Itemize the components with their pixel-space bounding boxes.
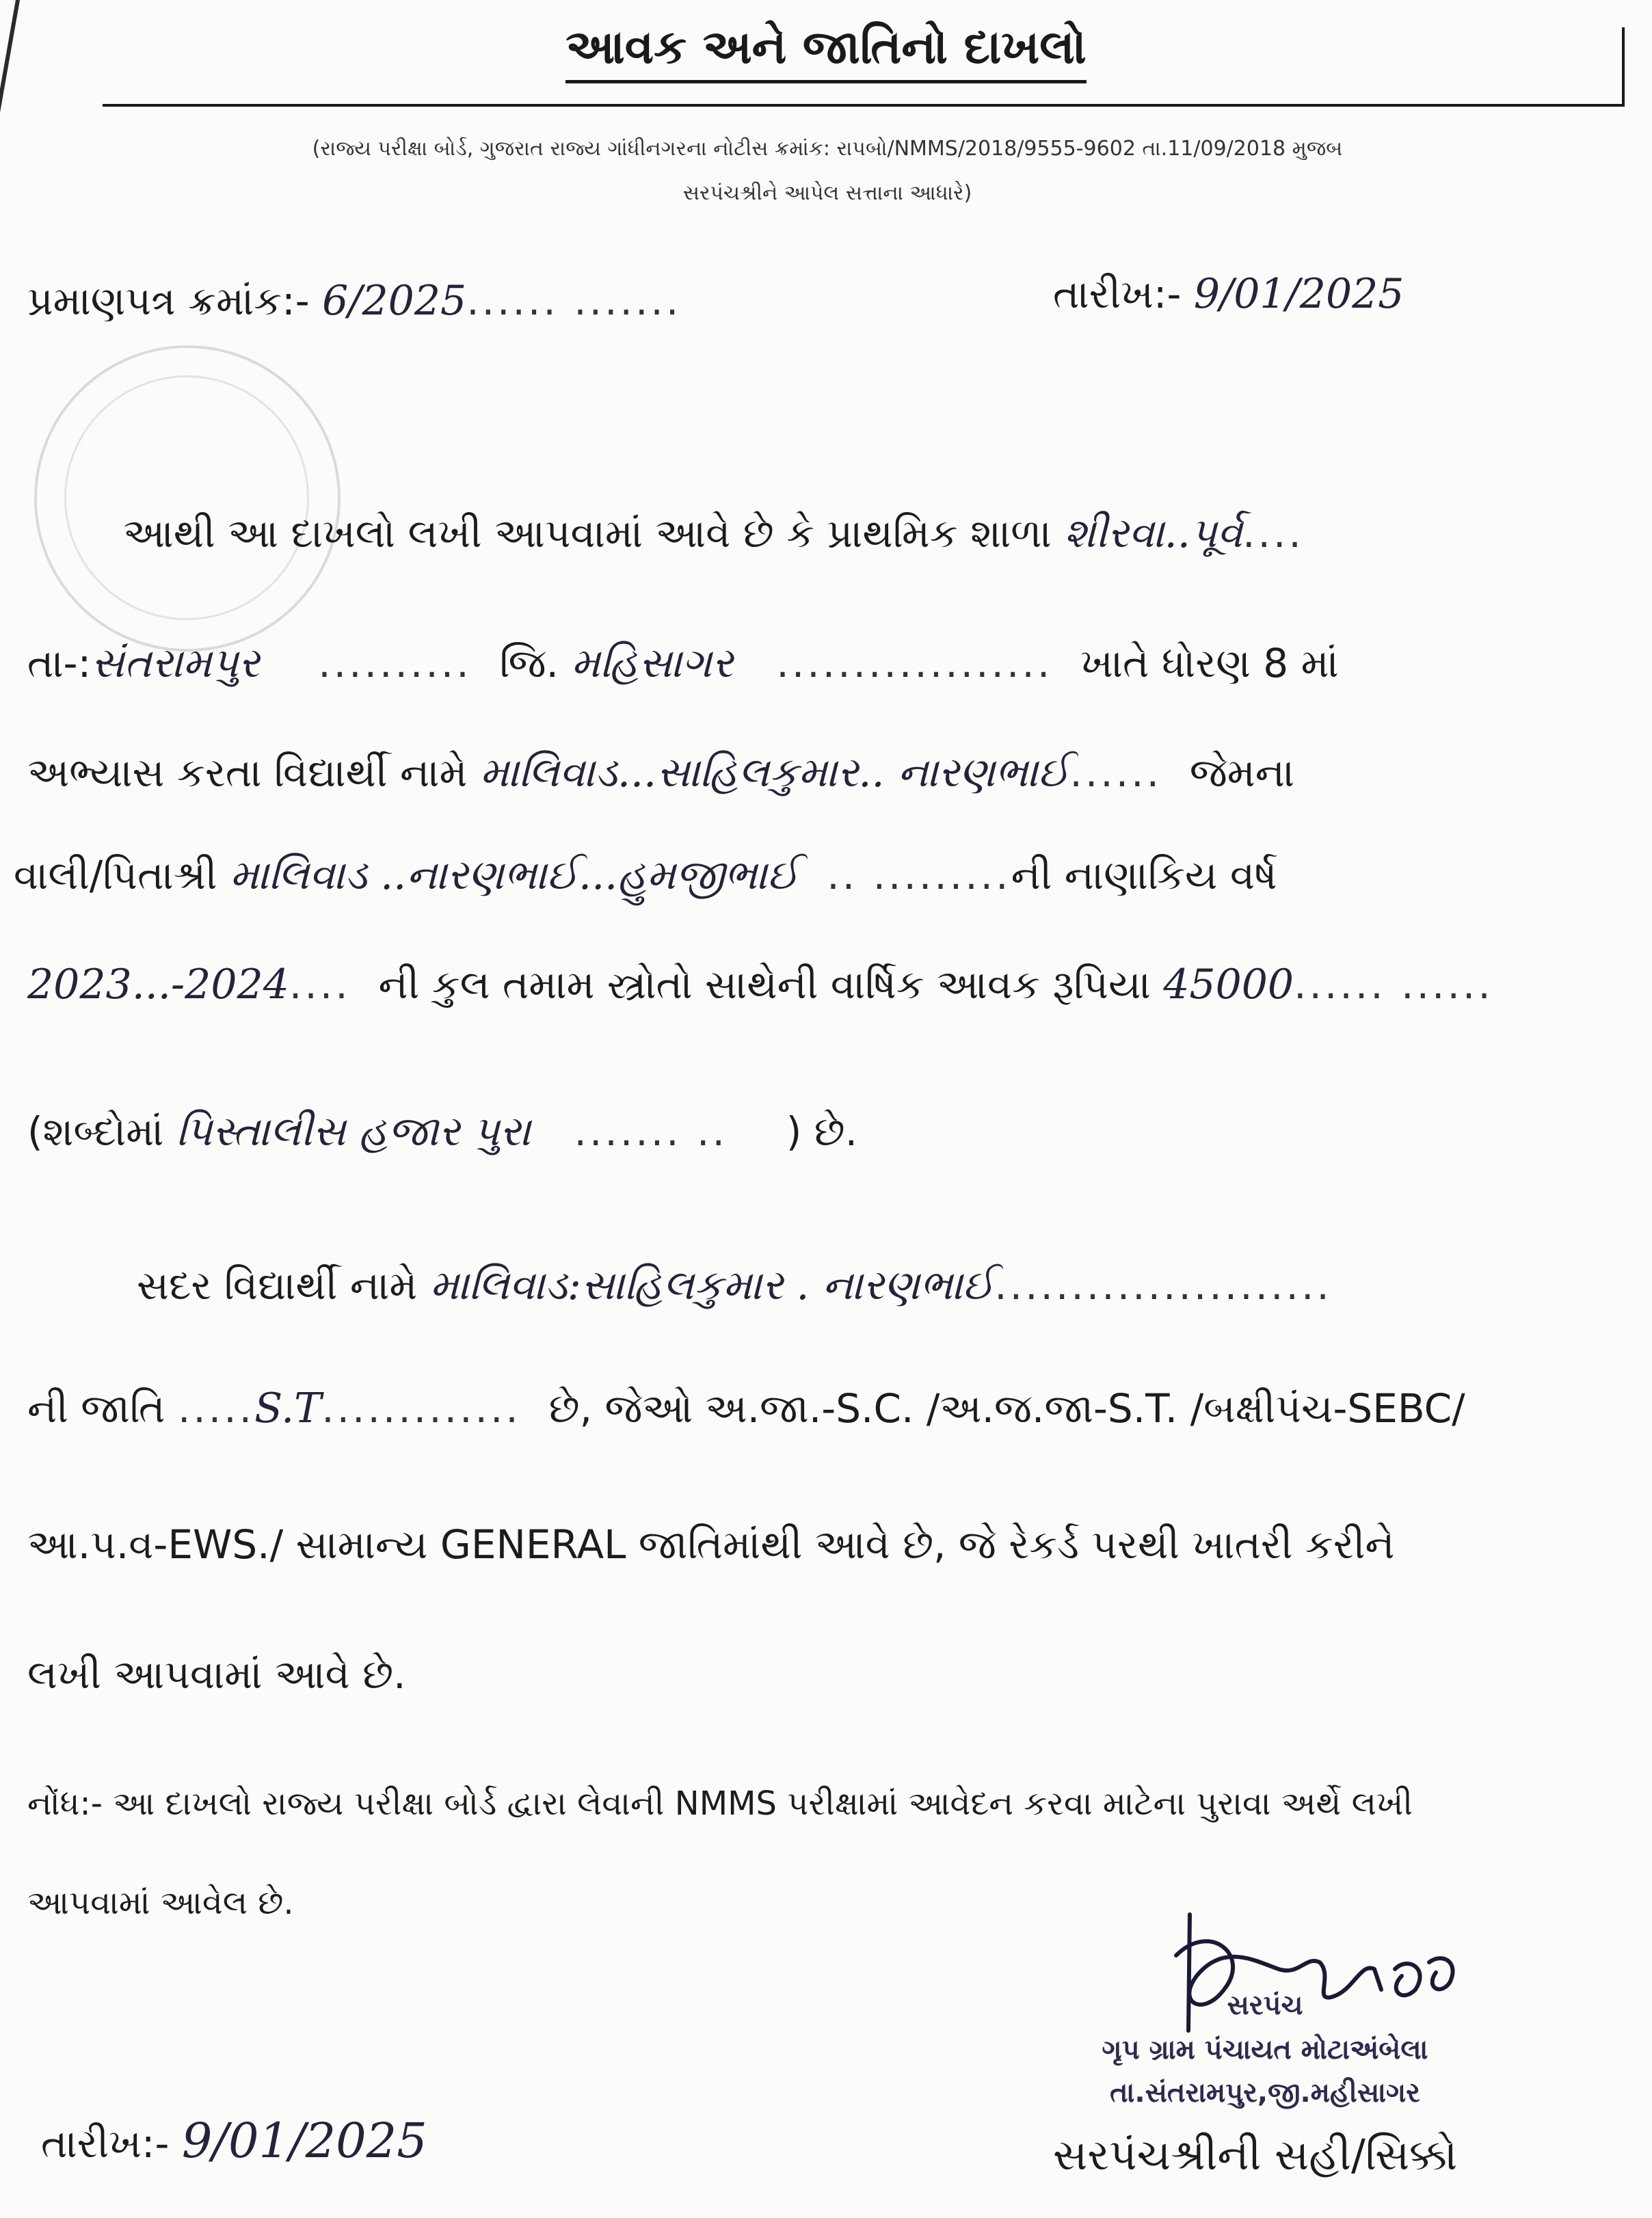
school-value: શીરવા..પૂર્વ: [1064, 509, 1243, 557]
date-value: 9/01/2025: [1193, 270, 1404, 318]
words-open: (શબ્દોમાં: [27, 1108, 164, 1155]
caste-close: લખી આપવામાં આવે છે.: [27, 1651, 406, 1698]
para2-line1: સદર વિદ્યાર્થી નામે માલિવાડ:સાહિલકુમાર . નારણભાઈ......................: [137, 1261, 1332, 1309]
taluka-value: સંતરામપુર: [91, 639, 260, 687]
words-line: (શબ્દોમાં પિસ્તાલીસ હજાર પુરા ....... .. ) છે.: [27, 1108, 858, 1155]
para1-line4: વાલી/પિતાશ્રી માલિવાડ ..નારણભાઈ...હુમજીભાઈ .. .........ની નાણાકિય વર્ષ: [14, 851, 1277, 899]
notice-line-1: (રાજ્ય પરીક્ષા બોર્ડ, ગુજરાત રાજ્ય ગાંધીનગરના નોટીસ ક્રમાંક: રાપબો/NMMS/2018/9555-9602 તા.11/09/2018 મુજબ: [312, 137, 1343, 161]
header-rule: [103, 104, 1625, 107]
fiscal-year-label: ની નાણાકિય વર્ષ: [1011, 852, 1277, 898]
caste-line: ની જાતિ .....S.T............. છે, જેઓ અ.જા.-S.C. /અ.જ.જા-S.T. /બક્ષીપંચ-SEBC/: [27, 1385, 1465, 1432]
guardian-label: વાલી/પિતાશ્રી: [14, 852, 217, 898]
taluka-label: તા-:: [27, 640, 92, 686]
guardian-value: માલિવાડ ..નારણભાઈ...હુમજીભાઈ: [230, 851, 799, 899]
caste-options-line2: આ.પ.વ-EWS./ સામાન્ય GENERAL જાતિમાંથી આવે છે, જે રેકર્ડ પરથી ખાતરી કરીને: [27, 1521, 1395, 1568]
year-value: 2023...-2024: [27, 961, 289, 1008]
stamp-panchayat: ગૃપ ગ્રામ પંચાયત મોટાઅંબેલા: [1102, 2034, 1428, 2066]
para1-line2: તા-:સંતરામપુર .......... જિ. મહિસાગર .................. ખાતે ધોરણ 8 માં: [27, 639, 1339, 687]
certificate-number-value: 6/2025: [322, 277, 467, 325]
para1-line3: અભ્યાસ કરતા વિદ્યાર્થી નામે માલિવાડ...સાહિલકુમાર.. નારણભાઈ...... જેમના: [27, 749, 1295, 797]
student-lead: અભ્યાસ કરતા વિદ્યાર્થી નામે: [27, 749, 468, 796]
caste-label: ની જાતિ: [27, 1385, 165, 1432]
caste-value: S.T: [254, 1385, 322, 1432]
faded-stamp: [34, 345, 341, 652]
words-value: પિસ્તાલીસ હજાર પુરા: [176, 1108, 531, 1155]
note-line-1: નોંધ:- આ દાખલો રાજ્ય પરીક્ષા બોર્ડ દ્વારા લેવાની NMMS પરીક્ષામાં આવેદન કરવા માટેના પુરાવા અર્થે લખી: [27, 1785, 1413, 1823]
stamp-address: તા.સંતરામપુર,જી.મહીસાગર: [1110, 2077, 1420, 2109]
certificate-number-row: પ્રમાણપત્ર ક્રમાંક:- 6/2025...... .......: [27, 277, 682, 325]
footer-date-label: તારીખ:-: [41, 2120, 170, 2167]
words-close: ) છે.: [786, 1108, 858, 1155]
district-value: મહિસાગર: [571, 639, 734, 687]
note-line-2: આપવામાં આવેલ છે.: [27, 1884, 294, 1922]
footer-date-value: 9/01/2025: [181, 2113, 427, 2169]
para2-student: માલિવાડ:સાહિલકુમાર . નારણભાઈ: [429, 1261, 995, 1309]
whose-text: જેમના: [1189, 749, 1295, 796]
date-row: [1053, 270, 1404, 318]
date-label: તારીખ:-: [1053, 271, 1182, 317]
standard-text: ખાતે ધોરણ 8 માં: [1080, 640, 1339, 686]
certificate-number-label: પ્રમાણપત્ર ક્રમાંક:-: [27, 278, 310, 324]
document-title: આવક અને જાતિનો દાખલો: [0, 21, 1652, 75]
para1-line5: 2023...-2024.... ની કુલ તમામ સ્ત્રોતો સાથેની વાર્ષિક આવક રૂપિયા 45000...... ......: [27, 961, 1493, 1008]
income-value: 45000: [1163, 961, 1294, 1008]
signature-caption: સરપંચશ્રીની સહી/સિક્કો: [1053, 2130, 1458, 2180]
para2-lead: સદર વિદ્યાર્થી નામે: [137, 1262, 418, 1309]
income-text: ની કુલ તમામ સ્ત્રોતો સાથેની વાર્ષિક આવક રૂપિયા: [378, 961, 1151, 1008]
notice-line-2: સરપંચશ્રીને આપેલ સત્તાના આધારે): [682, 181, 972, 205]
student-value: માલિવાડ...સાહિલકુમાર.. નારણભાઈ: [479, 749, 1070, 797]
stamp-title: સરપંચ: [1227, 1990, 1303, 2021]
footer-date-row: [41, 2113, 427, 2169]
district-label: જિ.: [499, 640, 559, 686]
para1-lead: આથી આ દાખલો લખી આપવામાં આવે છે કે પ્રાથમિક શાળા: [123, 510, 1052, 557]
para1-line1: આથી આ દાખલો લખી આપવામાં આવે છે કે પ્રાથમિક શાળા શીરવા..પૂર્વ....: [123, 509, 1304, 557]
sarpanch-signature-icon: [1149, 1873, 1477, 2051]
caste-options: છે, જેઓ અ.જા.-S.C. /અ.જ.જા-S.T. /બક્ષીપંચ-SEBC/: [548, 1385, 1465, 1432]
